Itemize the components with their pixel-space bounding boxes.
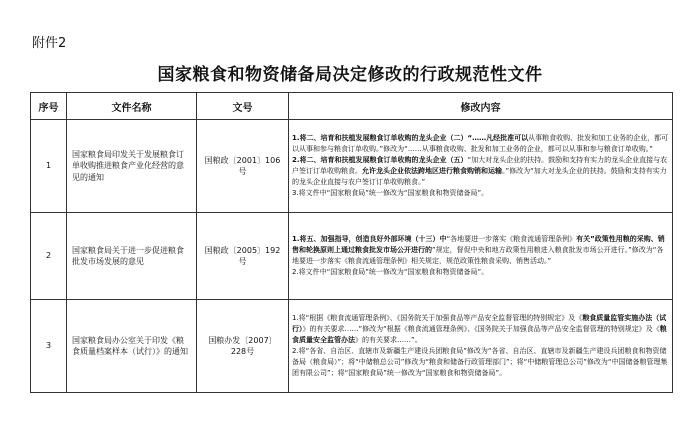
emphasized-text: 2.将二、培育和扶植发展粮食订单收购的龙头企业（五） <box>292 156 468 164</box>
modification-text: 2.将“各省、自治区、直辖市及新疆生产建设兵团粮食局”修改为“各省、自治区、直辖市及新疆生产建设兵团粮食和物资储备局（粮食局）”；将“中储粮总公司”修改为“粮食和储备行政管理部门”；将“中储粮管理总公司”修改为“中国储备粮管理集团有限公司”；将“国家粮食局”统一修改为“国家粮食和物资储备局”。 <box>292 347 668 377</box>
modification-item <box>292 346 669 379</box>
table-row <box>31 300 673 393</box>
modification-item <box>292 234 669 267</box>
modification-text: 》的有关要求……”。 <box>355 336 422 344</box>
row-number: 3 <box>31 300 67 393</box>
document-name: 国家粮食局关于进一步促进粮食批发市场发展的意见 <box>67 213 197 300</box>
modification-text: 》的有关要求……”修改为“根据《粮食流通管理条例》、《国务院关于加强食品等产品安全监督管理的特别规定》及《 <box>302 325 660 333</box>
emphasized-text: 1.将二、培育和扶植发展粮食订单收购的龙头企业（二）“ <box>292 134 473 142</box>
emphasized-text: 有关” <box>576 235 595 243</box>
modification-content <box>289 213 673 300</box>
modification-item <box>292 155 669 188</box>
table-header-row <box>31 93 673 120</box>
modification-item <box>292 267 669 278</box>
modification-item <box>292 188 669 199</box>
modification-text: ”规定，督促中央和地方政策性用粮进入粮食批发市场公开进行。”修改为“各地要进一步落实《粮食流通管理条例》相关规定，规范政策性粮食采购、销售活动。” <box>292 246 664 265</box>
header-no: 序号 <box>31 93 67 120</box>
modification-content <box>289 120 673 213</box>
document-number: 国粮政〔2001〕106号 <box>197 120 289 213</box>
document-number: 国粮办发〔2007〕228号 <box>197 300 289 393</box>
row-number: 2 <box>31 213 67 300</box>
emphasized-text: ……凡经批准可以 <box>472 134 529 142</box>
modification-text: 3.将文件中“国家粮食局”统一修改为“国家粮食和物资储备局”。 <box>292 189 489 197</box>
modification-text: 1.将“根据《粮食流通管理条例》、《国务院关于加强食品等产品安全监督管理的特别规定》及《 <box>292 314 583 322</box>
header-name: 文件名称 <box>67 93 197 120</box>
row-number: 1 <box>31 120 67 213</box>
emphasized-text: 1.将五、加强指导，创造良好外部环境（十三）中 <box>292 235 447 243</box>
header-mod: 修改内容 <box>289 93 673 120</box>
modification-content <box>289 300 673 393</box>
emphasized-text: 粮食质量安全监管办法 <box>292 325 667 344</box>
modification-text: 从事粮食收购、批发和加工业务的企业，都可以从事和参与粮食订单收购。”修改为“……从事粮食收购、批发和加工业务的企业，都可以从事和参与粮食订单收购。” <box>292 134 669 153</box>
header-doc: 文号 <box>197 93 289 120</box>
modification-text: 。”修改为“加大对龙头企业的扶持。鼓励和支持有实力的龙头企业直接与农户签订订单收购粮食。” <box>292 167 667 186</box>
document-name: 国家粮食局办公室关于印发《粮食质量档案样本（试行）》的通知 <box>67 300 197 393</box>
emphasized-text: 允许龙头企业依法跨地区进行粮食购销和运输 <box>362 167 502 175</box>
attachment-label: 附件2 <box>32 36 67 51</box>
modification-item <box>292 133 669 155</box>
table-row <box>31 120 673 213</box>
page-title: 国家粮食和物资储备局决定修改的行政规范性文件 <box>157 65 543 85</box>
document-number: 国粮政〔2005〕192号 <box>197 213 289 300</box>
document-name: 国家粮食局印发关于发展粮食订单收购推进粮食产业化经营的意见的通知 <box>67 120 197 213</box>
table-row <box>31 213 673 300</box>
emphasized-text: 政策性用粮的采购、销售和轮换原则上通过粮食批发市场公开进行的 <box>292 235 665 254</box>
regulation-table <box>30 92 673 393</box>
modification-item <box>292 313 669 346</box>
modification-text: “各地要进一步落实《粮食流通管理条例》 <box>446 235 577 243</box>
modification-text: 2.将文件中“国家粮食局”统一修改为“国家粮食和物资储备局”。 <box>292 268 489 276</box>
modification-text: “加大对龙头企业的扶持。鼓励和支持有实力的龙头企业直接与农户签订订单收购粮食。 <box>292 156 668 175</box>
emphasized-text: 粮食质量监管实施办法（试行） <box>292 314 667 333</box>
